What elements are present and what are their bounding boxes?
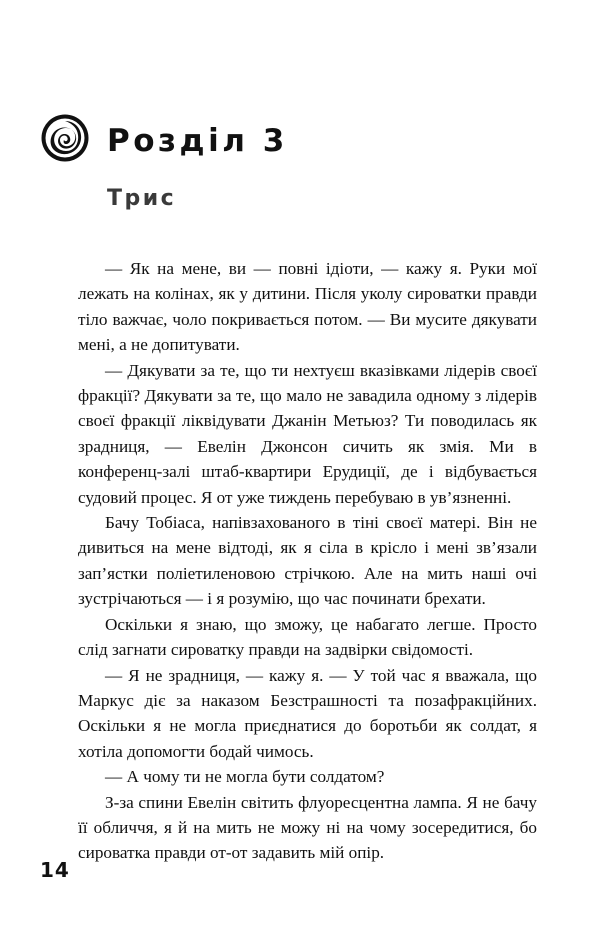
paragraph: Оскільки я знаю, що зможу, це набагато легше. Просто слід загнати сироватку правди на задвірки свідомості.	[78, 614, 537, 660]
chapter-title: Розділ 3	[107, 123, 288, 159]
paragraph: — Я не зрадниця, — кажу я. — У той час я вважала, що Маркус діє за наказом Безстрашності та позафракційних. Оскільки я не могла приєднатися до боротьби як солдат, я хотіла допомогти бодай чимось.	[78, 665, 537, 761]
paragraph: — Дякувати за те, що ти нехтуєш вказівками лідерів своєї фракції? Дякувати за те, що мало не завадила одному з лідерів своєї фракції ліквідувати Джанін Метьюз? Ти поводилась як зрадниця, — Евелін Джонсон сичить як змія. Ми в конференц-залі штаб-квартири Ерудиції, де і відбувається судовий процес. Я от уже тиждень перебуваю в ув’язненні.	[78, 360, 537, 507]
page-number: 14	[40, 858, 70, 882]
paragraph: — А чому ти не могла бути солдатом?	[105, 767, 385, 787]
chapter-swirl-emblem-icon	[40, 113, 90, 163]
paragraph: З-за спини Евелін світить флуоресцентна лампа. Я не бачу її обличчя, я й на мить не можу ні на чому зосередитися, бо сироватка правди от-от задавить мій опір.	[78, 792, 537, 863]
paragraph: — Як на мене, ви — повні ідіоти, — кажу я. Руки мої лежать на колінах, як у дитини. Після уколу сироватки правди тіло важчає, чоло покривається потом. — Ви мусите дякувати мені, а не допитувати.	[78, 259, 537, 355]
chapter-body-text	[78, 256, 537, 866]
paragraph: Бачу Тобіаса, напівзахованого в тіні своєї матері. Він не дивиться на мене відтоді, як я сіла в крісло і мені зв’язали зап’ястки поліетиленовою стрічкою. Але на мить наші очі зустрічаються — і я розумію, що час починати брехати.	[78, 513, 537, 609]
chapter-narrator-name: Трис	[107, 186, 177, 211]
